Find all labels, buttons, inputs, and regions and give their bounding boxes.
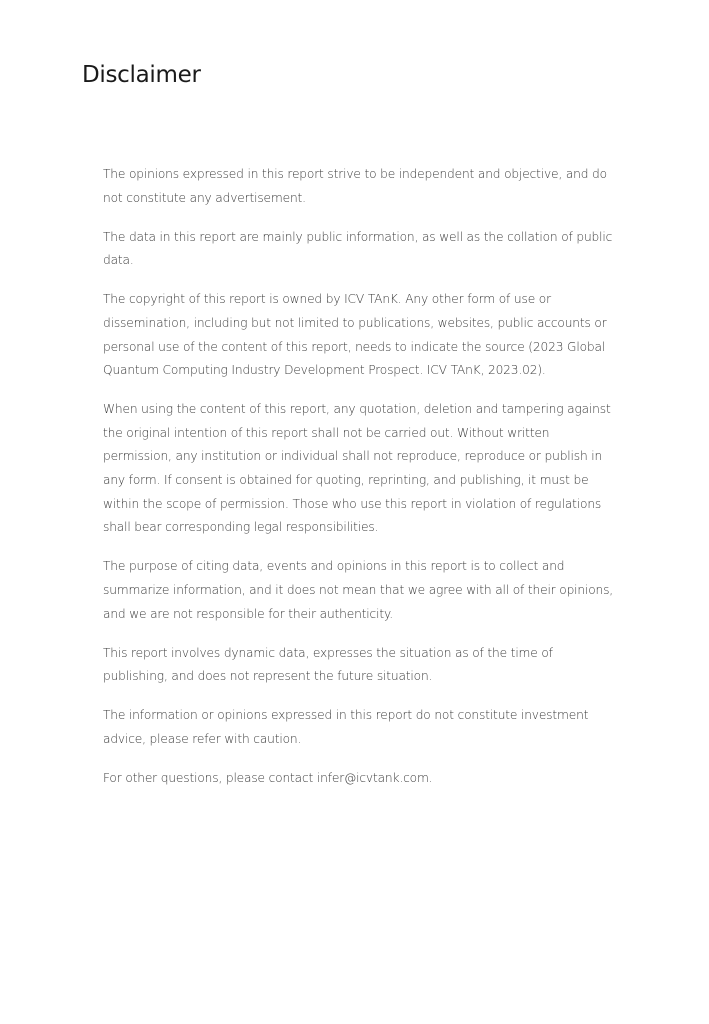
disclaimer-body [103, 163, 615, 806]
paragraph-contact: For other questions, please contact infer@icvtank.com. [103, 770, 433, 785]
page-title: Disclaimer [82, 62, 201, 88]
paragraph-investment-advice: The information or opinions expressed in this report do not constitute investment advice, please refer with caution. [103, 708, 589, 746]
paragraph-dynamic-data: This report involves dynamic data, expresses the situation as of the time of publishing, and does not represent the future situation. [103, 645, 553, 684]
paragraph-copyright: The copyright of this report is owned by ICV TAnK. Any other form of use or dissemination, including but not limited to publications, websites, public accounts or personal use of the content of this report, needs to indicate the source (2023 Global Quantum Computing Industry Development Prospect. ICV TAnK, 2023.02). [103, 292, 607, 378]
paragraph-data-sources: The data in this report are mainly public information, as well as the collation of public data. [103, 229, 613, 268]
paragraph-citation-purpose: The purpose of citing data, events and opinions in this report is to collect and summarize information, and it does not mean that we agree with all of their opinions, and we are not responsible for their authenticity. [103, 559, 614, 621]
paragraph-independence: The opinions expressed in this report strive to be independent and objective, and do not constitute any advertisement. [103, 167, 607, 205]
paragraph-usage-restrictions: When using the content of this report, any quotation, deletion and tampering against the original intention of this report shall not be carried out. Without written permission, any institution or individual shall not reproduce, reproduce or publish in any form. If consent is obtained for quoting, reprinting, and publishing, it must be within the scope of permission. Those who use this report in violation of regulations shall bear corresponding legal responsibilities. [103, 402, 611, 535]
